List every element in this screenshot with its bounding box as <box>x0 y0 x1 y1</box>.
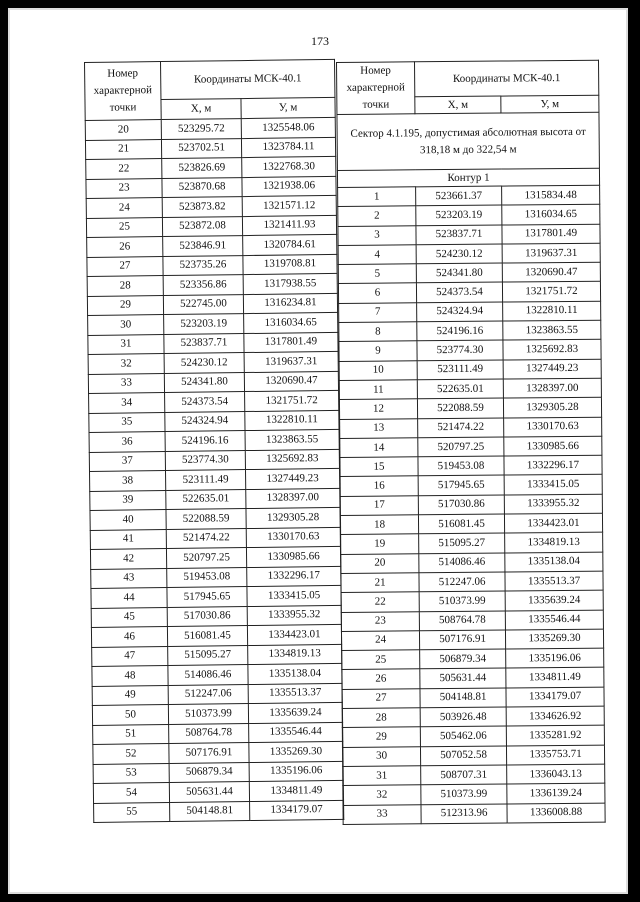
x-coordinate-cell: 508764.78 <box>419 611 505 631</box>
y-coordinate-cell: 1334819.13 <box>505 533 603 553</box>
y-coordinate-cell: 1334179.07 <box>250 800 344 821</box>
y-coordinate-cell: 1316034.65 <box>244 312 338 333</box>
point-number-cell: 22 <box>86 159 162 179</box>
y-coordinate-cell: 1330985.66 <box>504 436 602 456</box>
point-number-cell: 42 <box>90 549 166 569</box>
x-coordinate-cell: 524196.16 <box>165 431 245 451</box>
y-coordinate-cell: 1319708.81 <box>243 254 337 275</box>
point-number-cell: 26 <box>342 669 420 689</box>
x-coordinate-cell: 520797.25 <box>166 548 246 568</box>
x-coordinate-cell: 522088.59 <box>417 398 503 418</box>
point-number-cell: 47 <box>92 646 168 666</box>
x-coordinate-cell: 506879.34 <box>169 762 249 782</box>
table-row <box>338 185 600 207</box>
x-coordinate-cell: 512247.06 <box>168 684 248 704</box>
header-point-number: Номер характерной точки <box>337 62 415 115</box>
y-coordinate-cell: 1334811.49 <box>249 780 343 801</box>
x-coordinate-cell: 523870.68 <box>162 177 242 197</box>
table-row <box>342 668 604 690</box>
table-row <box>341 629 603 651</box>
x-coordinate-cell: 512313.96 <box>421 804 507 824</box>
left-table-body <box>85 117 344 822</box>
header-x: X, м <box>415 96 501 113</box>
y-coordinate-cell: 1320784.61 <box>243 234 337 255</box>
point-number-cell: 11 <box>339 380 417 400</box>
sector-caption: Сектор 4.1.195, допустимая абсолютная высота от 318,18 м до 322,54 м <box>337 112 599 170</box>
point-number-cell: 7 <box>339 303 417 323</box>
point-number-cell: 41 <box>90 529 166 549</box>
y-coordinate-cell: 1319637.31 <box>502 243 600 263</box>
y-coordinate-cell: 1335196.06 <box>506 648 604 668</box>
x-coordinate-cell: 523735.26 <box>163 255 243 275</box>
x-coordinate-cell: 523837.71 <box>164 333 244 353</box>
y-coordinate-cell: 1333415.05 <box>247 585 341 606</box>
table-row <box>339 301 601 323</box>
x-coordinate-cell: 523873.82 <box>162 197 242 217</box>
point-number-cell: 23 <box>341 611 419 631</box>
y-coordinate-cell: 1321751.72 <box>245 390 339 411</box>
table-row <box>342 725 604 747</box>
y-coordinate-cell: 1316034.65 <box>502 205 600 225</box>
x-coordinate-cell: 512247.06 <box>419 572 505 592</box>
y-coordinate-cell: 1330985.66 <box>246 546 340 567</box>
x-coordinate-cell: 504148.81 <box>420 688 506 708</box>
table-row <box>339 397 601 419</box>
table-row <box>338 205 600 227</box>
table-row <box>339 320 601 342</box>
x-coordinate-cell: 507176.91 <box>419 630 505 650</box>
table-row <box>342 706 604 728</box>
point-number-cell: 33 <box>88 373 164 393</box>
point-number-cell: 25 <box>342 650 420 670</box>
y-coordinate-cell: 1327449.23 <box>245 468 339 489</box>
x-coordinate-cell: 522745.00 <box>163 294 243 314</box>
x-coordinate-cell: 524341.80 <box>416 263 502 283</box>
y-coordinate-cell: 1336008.88 <box>507 803 605 823</box>
y-coordinate-cell: 1320690.47 <box>502 262 600 282</box>
point-number-cell: 53 <box>93 763 169 783</box>
point-number-cell: 30 <box>88 315 164 335</box>
table-row <box>341 552 603 574</box>
point-number-cell: 35 <box>89 412 165 432</box>
header-coordinates: Координаты МСК-40.1 <box>415 60 599 97</box>
point-number-cell: 36 <box>89 432 165 452</box>
x-coordinate-cell: 523826.69 <box>162 158 242 178</box>
point-number-cell: 8 <box>339 322 417 342</box>
point-number-cell: 29 <box>342 727 420 747</box>
y-coordinate-cell: 1335138.04 <box>248 663 342 684</box>
y-coordinate-cell: 1335513.37 <box>248 683 342 704</box>
table-row <box>341 533 603 555</box>
y-coordinate-cell: 1330170.63 <box>504 417 602 437</box>
point-number-cell: 14 <box>340 438 418 458</box>
table-row <box>341 610 603 632</box>
y-coordinate-cell: 1325548.06 <box>241 117 335 138</box>
point-number-cell: 1 <box>338 187 416 207</box>
y-coordinate-cell: 1317801.49 <box>502 224 600 244</box>
point-number-cell: 28 <box>87 276 163 296</box>
y-coordinate-cell: 1321411.93 <box>242 215 336 236</box>
y-coordinate-cell: 1322810.11 <box>503 301 601 321</box>
x-coordinate-cell: 523872.08 <box>162 216 242 236</box>
y-coordinate-cell: 1335546.44 <box>505 610 603 630</box>
point-number-cell: 19 <box>341 534 419 554</box>
y-coordinate-cell: 1321751.72 <box>502 282 600 302</box>
y-coordinate-cell: 1336043.13 <box>507 764 605 784</box>
y-coordinate-cell: 1325692.83 <box>503 340 601 360</box>
point-number-cell: 30 <box>342 746 420 766</box>
x-coordinate-cell: 523661.37 <box>416 186 502 206</box>
header-coordinates: Координаты МСК-40.1 <box>161 59 335 99</box>
table-row <box>338 243 600 265</box>
point-number-cell: 6 <box>338 283 416 303</box>
y-coordinate-cell: 1333955.32 <box>504 494 602 514</box>
x-coordinate-cell: 523203.19 <box>416 205 502 225</box>
x-coordinate-cell: 522088.59 <box>166 509 246 529</box>
point-number-cell: 26 <box>87 237 163 257</box>
y-coordinate-cell: 1332296.17 <box>247 566 341 587</box>
point-number-cell: 40 <box>90 510 166 530</box>
table-row <box>340 513 602 535</box>
x-coordinate-cell: 524324.94 <box>417 302 503 322</box>
point-number-cell: 38 <box>90 471 166 491</box>
table-row <box>343 803 605 825</box>
point-number-cell: 31 <box>88 334 164 354</box>
point-number-cell: 39 <box>90 490 166 510</box>
point-number-cell: 32 <box>88 354 164 374</box>
table-row <box>342 745 604 767</box>
y-coordinate-cell: 1335513.37 <box>505 571 603 591</box>
y-coordinate-cell: 1333415.05 <box>504 475 602 495</box>
x-coordinate-cell: 508764.78 <box>169 723 249 743</box>
y-coordinate-cell: 1323863.55 <box>245 429 339 450</box>
x-coordinate-cell: 523203.19 <box>164 314 244 334</box>
point-number-cell: 12 <box>339 399 417 419</box>
x-coordinate-cell: 523774.30 <box>165 450 245 470</box>
point-number-cell: 34 <box>89 393 165 413</box>
point-number-cell: 4 <box>338 245 416 265</box>
header-y: У, м <box>241 97 335 118</box>
x-coordinate-cell: 517945.65 <box>167 587 247 607</box>
x-coordinate-cell: 515095.27 <box>168 645 248 665</box>
x-coordinate-cell: 524230.12 <box>416 244 502 264</box>
right-table-body <box>337 112 605 824</box>
point-number-cell: 10 <box>339 360 417 380</box>
point-number-cell: 28 <box>342 708 420 728</box>
y-coordinate-cell: 1317801.49 <box>244 332 338 353</box>
point-number-cell: 2 <box>338 206 416 226</box>
point-number-cell: 33 <box>343 804 421 824</box>
y-coordinate-cell: 1321938.06 <box>242 176 336 197</box>
y-coordinate-cell: 1335269.30 <box>505 629 603 649</box>
x-coordinate-cell: 514086.46 <box>419 553 505 573</box>
coordinates-table-left <box>84 59 344 823</box>
y-coordinate-cell: 1315834.48 <box>502 185 600 205</box>
y-coordinate-cell: 1334819.13 <box>248 644 342 665</box>
y-coordinate-cell: 1335138.04 <box>505 552 603 572</box>
point-number-cell: 9 <box>339 341 417 361</box>
x-coordinate-cell: 506879.34 <box>420 649 506 669</box>
point-number-cell: 15 <box>340 457 418 477</box>
y-coordinate-cell: 1320690.47 <box>244 371 338 392</box>
y-coordinate-cell: 1335269.30 <box>249 741 343 762</box>
table-row <box>340 475 602 497</box>
table-row <box>340 494 602 516</box>
point-number-cell: 17 <box>340 496 418 516</box>
table-row <box>340 436 602 458</box>
point-number-cell: 25 <box>86 217 162 237</box>
x-coordinate-cell: 510373.99 <box>419 591 505 611</box>
table-row <box>94 800 344 823</box>
table-row <box>340 417 602 439</box>
y-coordinate-cell: 1321571.12 <box>242 195 336 216</box>
y-coordinate-cell: 1328397.00 <box>503 378 601 398</box>
table-row <box>338 262 600 284</box>
point-number-cell: 51 <box>93 724 169 744</box>
x-coordinate-cell: 516081.45 <box>167 626 247 646</box>
table-row <box>343 764 605 786</box>
header-point-number: Номер характерной точки <box>85 62 162 121</box>
y-coordinate-cell: 1335196.06 <box>249 761 343 782</box>
point-number-cell: 24 <box>341 631 419 651</box>
x-coordinate-cell: 523356.86 <box>163 275 243 295</box>
y-coordinate-cell: 1316234.81 <box>243 293 337 314</box>
y-coordinate-cell: 1334423.01 <box>247 624 341 645</box>
x-coordinate-cell: 519453.08 <box>167 567 247 587</box>
point-number-cell: 5 <box>338 264 416 284</box>
x-coordinate-cell: 510373.99 <box>168 704 248 724</box>
x-coordinate-cell: 507052.58 <box>420 746 506 766</box>
x-coordinate-cell: 524373.54 <box>165 392 245 412</box>
table-row <box>339 378 601 400</box>
point-number-cell: 46 <box>91 627 167 647</box>
point-number-cell: 16 <box>340 476 418 496</box>
y-coordinate-cell: 1323784.11 <box>241 137 335 158</box>
x-coordinate-cell: 523295.72 <box>161 119 241 139</box>
point-number-cell: 49 <box>92 685 168 705</box>
x-coordinate-cell: 505631.44 <box>420 668 506 688</box>
table-row <box>341 571 603 593</box>
point-number-cell: 45 <box>91 607 167 627</box>
x-coordinate-cell: 515095.27 <box>419 533 505 553</box>
table-row <box>338 282 600 304</box>
y-coordinate-cell: 1322810.11 <box>245 410 339 431</box>
point-number-cell: 3 <box>338 225 416 245</box>
y-coordinate-cell: 1319637.31 <box>244 351 338 372</box>
point-number-cell: 52 <box>93 744 169 764</box>
y-coordinate-cell: 1330170.63 <box>246 527 340 548</box>
y-coordinate-cell: 1336139.24 <box>507 783 605 803</box>
x-coordinate-cell: 523111.49 <box>165 470 245 490</box>
point-number-cell: 48 <box>92 666 168 686</box>
y-coordinate-cell: 1322768.30 <box>242 156 336 177</box>
x-coordinate-cell: 520797.25 <box>418 437 504 457</box>
y-coordinate-cell: 1332296.17 <box>504 455 602 475</box>
point-number-cell: 44 <box>91 588 167 608</box>
table-row <box>342 648 604 670</box>
y-coordinate-cell: 1333955.32 <box>247 605 341 626</box>
y-coordinate-cell: 1335753.71 <box>506 745 604 765</box>
x-coordinate-cell: 516081.45 <box>418 514 504 534</box>
point-number-cell: 23 <box>86 178 162 198</box>
table-row <box>339 340 601 362</box>
point-number-cell: 27 <box>87 256 163 276</box>
table-row <box>338 224 600 246</box>
contour-caption: Контур 1 <box>337 168 599 187</box>
x-coordinate-cell: 523774.30 <box>417 340 503 360</box>
y-coordinate-cell: 1334179.07 <box>506 687 604 707</box>
x-coordinate-cell: 504148.81 <box>170 801 250 821</box>
x-coordinate-cell: 524373.54 <box>416 283 502 303</box>
x-coordinate-cell: 507176.91 <box>169 743 249 763</box>
point-number-cell: 13 <box>340 418 418 438</box>
table-row <box>340 455 602 477</box>
y-coordinate-cell: 1335546.44 <box>249 722 343 743</box>
point-number-cell: 43 <box>91 568 167 588</box>
coordinates-table-right <box>336 60 606 825</box>
x-coordinate-cell: 510373.99 <box>421 784 507 804</box>
point-number-cell: 31 <box>343 766 421 786</box>
y-coordinate-cell: 1334811.49 <box>506 668 604 688</box>
point-number-cell: 32 <box>343 785 421 805</box>
x-coordinate-cell: 524230.12 <box>164 353 244 373</box>
point-number-cell: 20 <box>341 553 419 573</box>
header-y: У, м <box>501 96 599 113</box>
y-coordinate-cell: 1325692.83 <box>245 449 339 470</box>
x-coordinate-cell: 519453.08 <box>418 456 504 476</box>
point-number-cell: 54 <box>93 783 169 803</box>
y-coordinate-cell: 1335639.24 <box>248 702 342 723</box>
table-row <box>343 783 605 805</box>
point-number-cell: 21 <box>85 139 161 159</box>
y-coordinate-cell: 1323863.55 <box>503 320 601 340</box>
page-number: 173 <box>311 34 329 48</box>
y-coordinate-cell: 1334626.92 <box>506 706 604 726</box>
point-number-cell: 20 <box>85 120 161 140</box>
point-number-cell: 21 <box>341 573 419 593</box>
x-coordinate-cell: 517030.86 <box>418 495 504 515</box>
x-coordinate-cell: 505631.44 <box>169 782 249 802</box>
x-coordinate-cell: 524196.16 <box>417 321 503 341</box>
point-number-cell: 37 <box>89 451 165 471</box>
x-coordinate-cell: 522635.01 <box>417 379 503 399</box>
x-coordinate-cell: 523702.51 <box>161 138 241 158</box>
y-coordinate-cell: 1327449.23 <box>503 359 601 379</box>
header-x: X, м <box>161 99 241 120</box>
point-number-cell: 55 <box>94 802 170 822</box>
x-coordinate-cell: 521474.22 <box>418 418 504 438</box>
y-coordinate-cell: 1317938.55 <box>243 273 337 294</box>
point-number-cell: 29 <box>87 295 163 315</box>
point-number-cell: 24 <box>86 198 162 218</box>
x-coordinate-cell: 503926.48 <box>420 707 506 727</box>
x-coordinate-cell: 523837.71 <box>416 225 502 245</box>
point-number-cell: 50 <box>92 705 168 725</box>
point-number-cell: 22 <box>341 592 419 612</box>
x-coordinate-cell: 523846.91 <box>163 236 243 256</box>
x-coordinate-cell: 524341.80 <box>164 372 244 392</box>
x-coordinate-cell: 524324.94 <box>165 411 245 431</box>
table-row <box>342 687 604 709</box>
x-coordinate-cell: 517945.65 <box>418 476 504 496</box>
y-coordinate-cell: 1335639.24 <box>505 590 603 610</box>
point-number-cell: 27 <box>342 689 420 709</box>
table-row <box>341 590 603 612</box>
y-coordinate-cell: 1334423.01 <box>504 513 602 533</box>
table-row <box>339 359 601 381</box>
y-coordinate-cell: 1335281.92 <box>506 725 604 745</box>
x-coordinate-cell: 505462.06 <box>420 726 506 746</box>
x-coordinate-cell: 523111.49 <box>417 360 503 380</box>
x-coordinate-cell: 517030.86 <box>167 606 247 626</box>
x-coordinate-cell: 508707.31 <box>421 765 507 785</box>
y-coordinate-cell: 1329305.28 <box>503 397 601 417</box>
y-coordinate-cell: 1329305.28 <box>246 507 340 528</box>
y-coordinate-cell: 1328397.00 <box>246 488 340 509</box>
x-coordinate-cell: 521474.22 <box>166 528 246 548</box>
point-number-cell: 18 <box>340 515 418 535</box>
x-coordinate-cell: 514086.46 <box>168 665 248 685</box>
x-coordinate-cell: 522635.01 <box>166 489 246 509</box>
